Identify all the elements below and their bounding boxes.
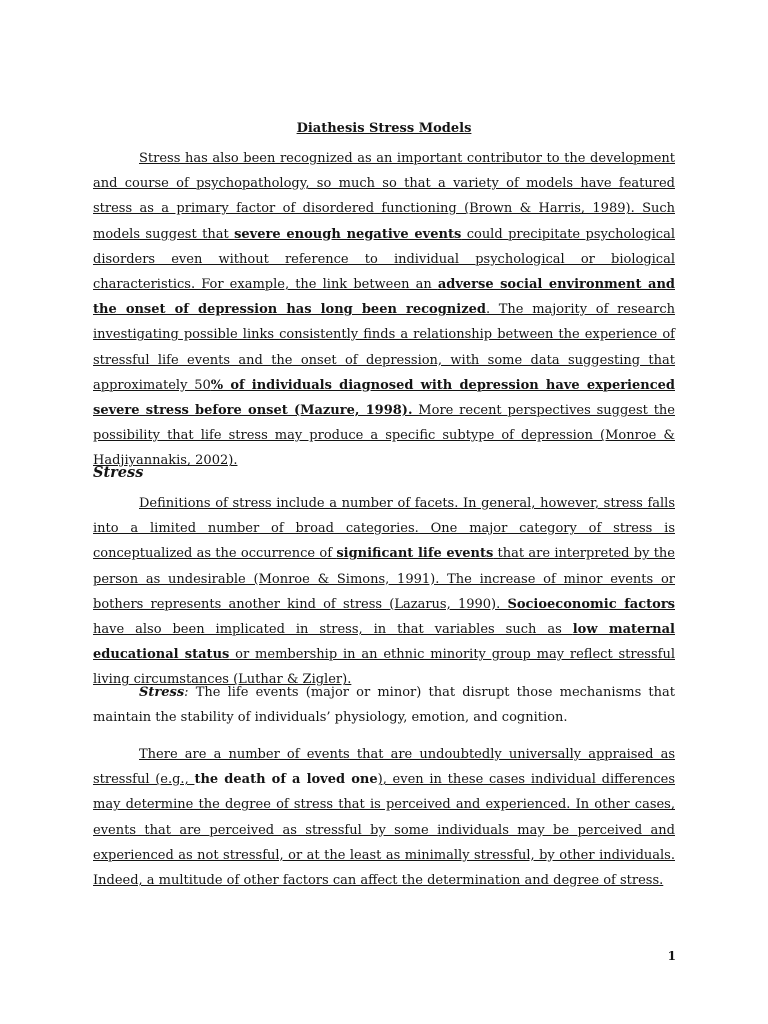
paragraph-intro-bold-3: % of individuals diagnosed with depression have experienced severe stress before onset (Mazure, 1998). <box>93 377 675 419</box>
paragraph-stress-text-2: that are interpreted by the person as undesirable (Monroe & Simons, 1991). The increase of minor events or bothers represents another kind of stress (Lazarus, 1990). <box>93 546 675 612</box>
paragraph-differences-text-2: ), even in these cases individual differences may determine the degree of stress that is perceived and experienced. In other cases, events that are perceived as stressful by some individuals may be perceived and experienced as not stressful, or at the least as minimally stressful, by other individuals. Indeed, a multitude of other factors can affect the determination and degree of stress. <box>93 772 675 889</box>
definition-paragraph <box>93 680 675 730</box>
paragraph-intro-bold-2: adverse social environment and the onset of depression has long been recognized <box>93 277 675 318</box>
definition-colon: : <box>184 685 189 700</box>
paragraph-stress-bold-2: Socioeconomic factors <box>507 596 675 612</box>
paragraph-stress-text-4: or membership in an ethnic minority group may reflect stressful living circumstances (Luthar & Zigler). <box>93 647 675 688</box>
definition-text: The life events (major or minor) that disrupt those mechanisms that maintain the stability of individuals’ physiology, emotion, and cognition. <box>93 685 675 726</box>
paragraph-differences-bold-1: the death of a loved one <box>194 772 378 788</box>
paragraph-stress-bold-3: low maternal educational status <box>93 622 675 663</box>
paragraph-intro-text-3: . The majority of research investigating possible links consistently finds a relationship between the experience of stressful life events and the onset of depression, with some data suggesting that approximately 50 <box>93 302 675 393</box>
document-title: Diathesis Stress Models <box>296 121 472 136</box>
paragraph-intro <box>93 146 675 474</box>
paragraph-individual-differences <box>93 742 675 893</box>
paragraph-intro-text-4: More recent perspectives suggest the possibility that life stress may produce a specific subtype of depression (Monroe & Hadjiyannakis, 2002). <box>93 403 675 469</box>
paragraph-stress-bold-1: significant life events <box>336 546 494 562</box>
paragraph-differences-text-1: There are a number of events that are undoubtedly universally appraised as stressful (e.g., <box>93 747 675 788</box>
page-number: 1 <box>667 949 676 963</box>
paragraph-intro-bold-1: severe enough negative events <box>234 226 462 242</box>
paragraph-stress-definitions <box>93 491 675 693</box>
paragraph-stress-text-1: Definitions of stress include a number of facets. In general, however, stress falls into a limited number of broad categories. One major category of stress is conceptualized as the occurrence of <box>93 496 675 562</box>
paragraph-intro-text-2: could precipitate psychological disorders even without reference to individual psychological or biological characteristics. For example, the link between an <box>93 226 675 293</box>
definition-term: Stress <box>139 685 185 700</box>
paragraph-stress-text-3: have also been implicated in stress, in that variables such as <box>93 622 573 638</box>
paragraph-intro-text-1: Stress has also been recognized as an important contributor to the development and course of psychopathology, so much so that a variety of models have featured stress as a primary factor of disordered functioning (Brown & Harris, 1989). Such models suggest that <box>93 151 675 242</box>
section-heading-stress: Stress <box>93 464 144 481</box>
